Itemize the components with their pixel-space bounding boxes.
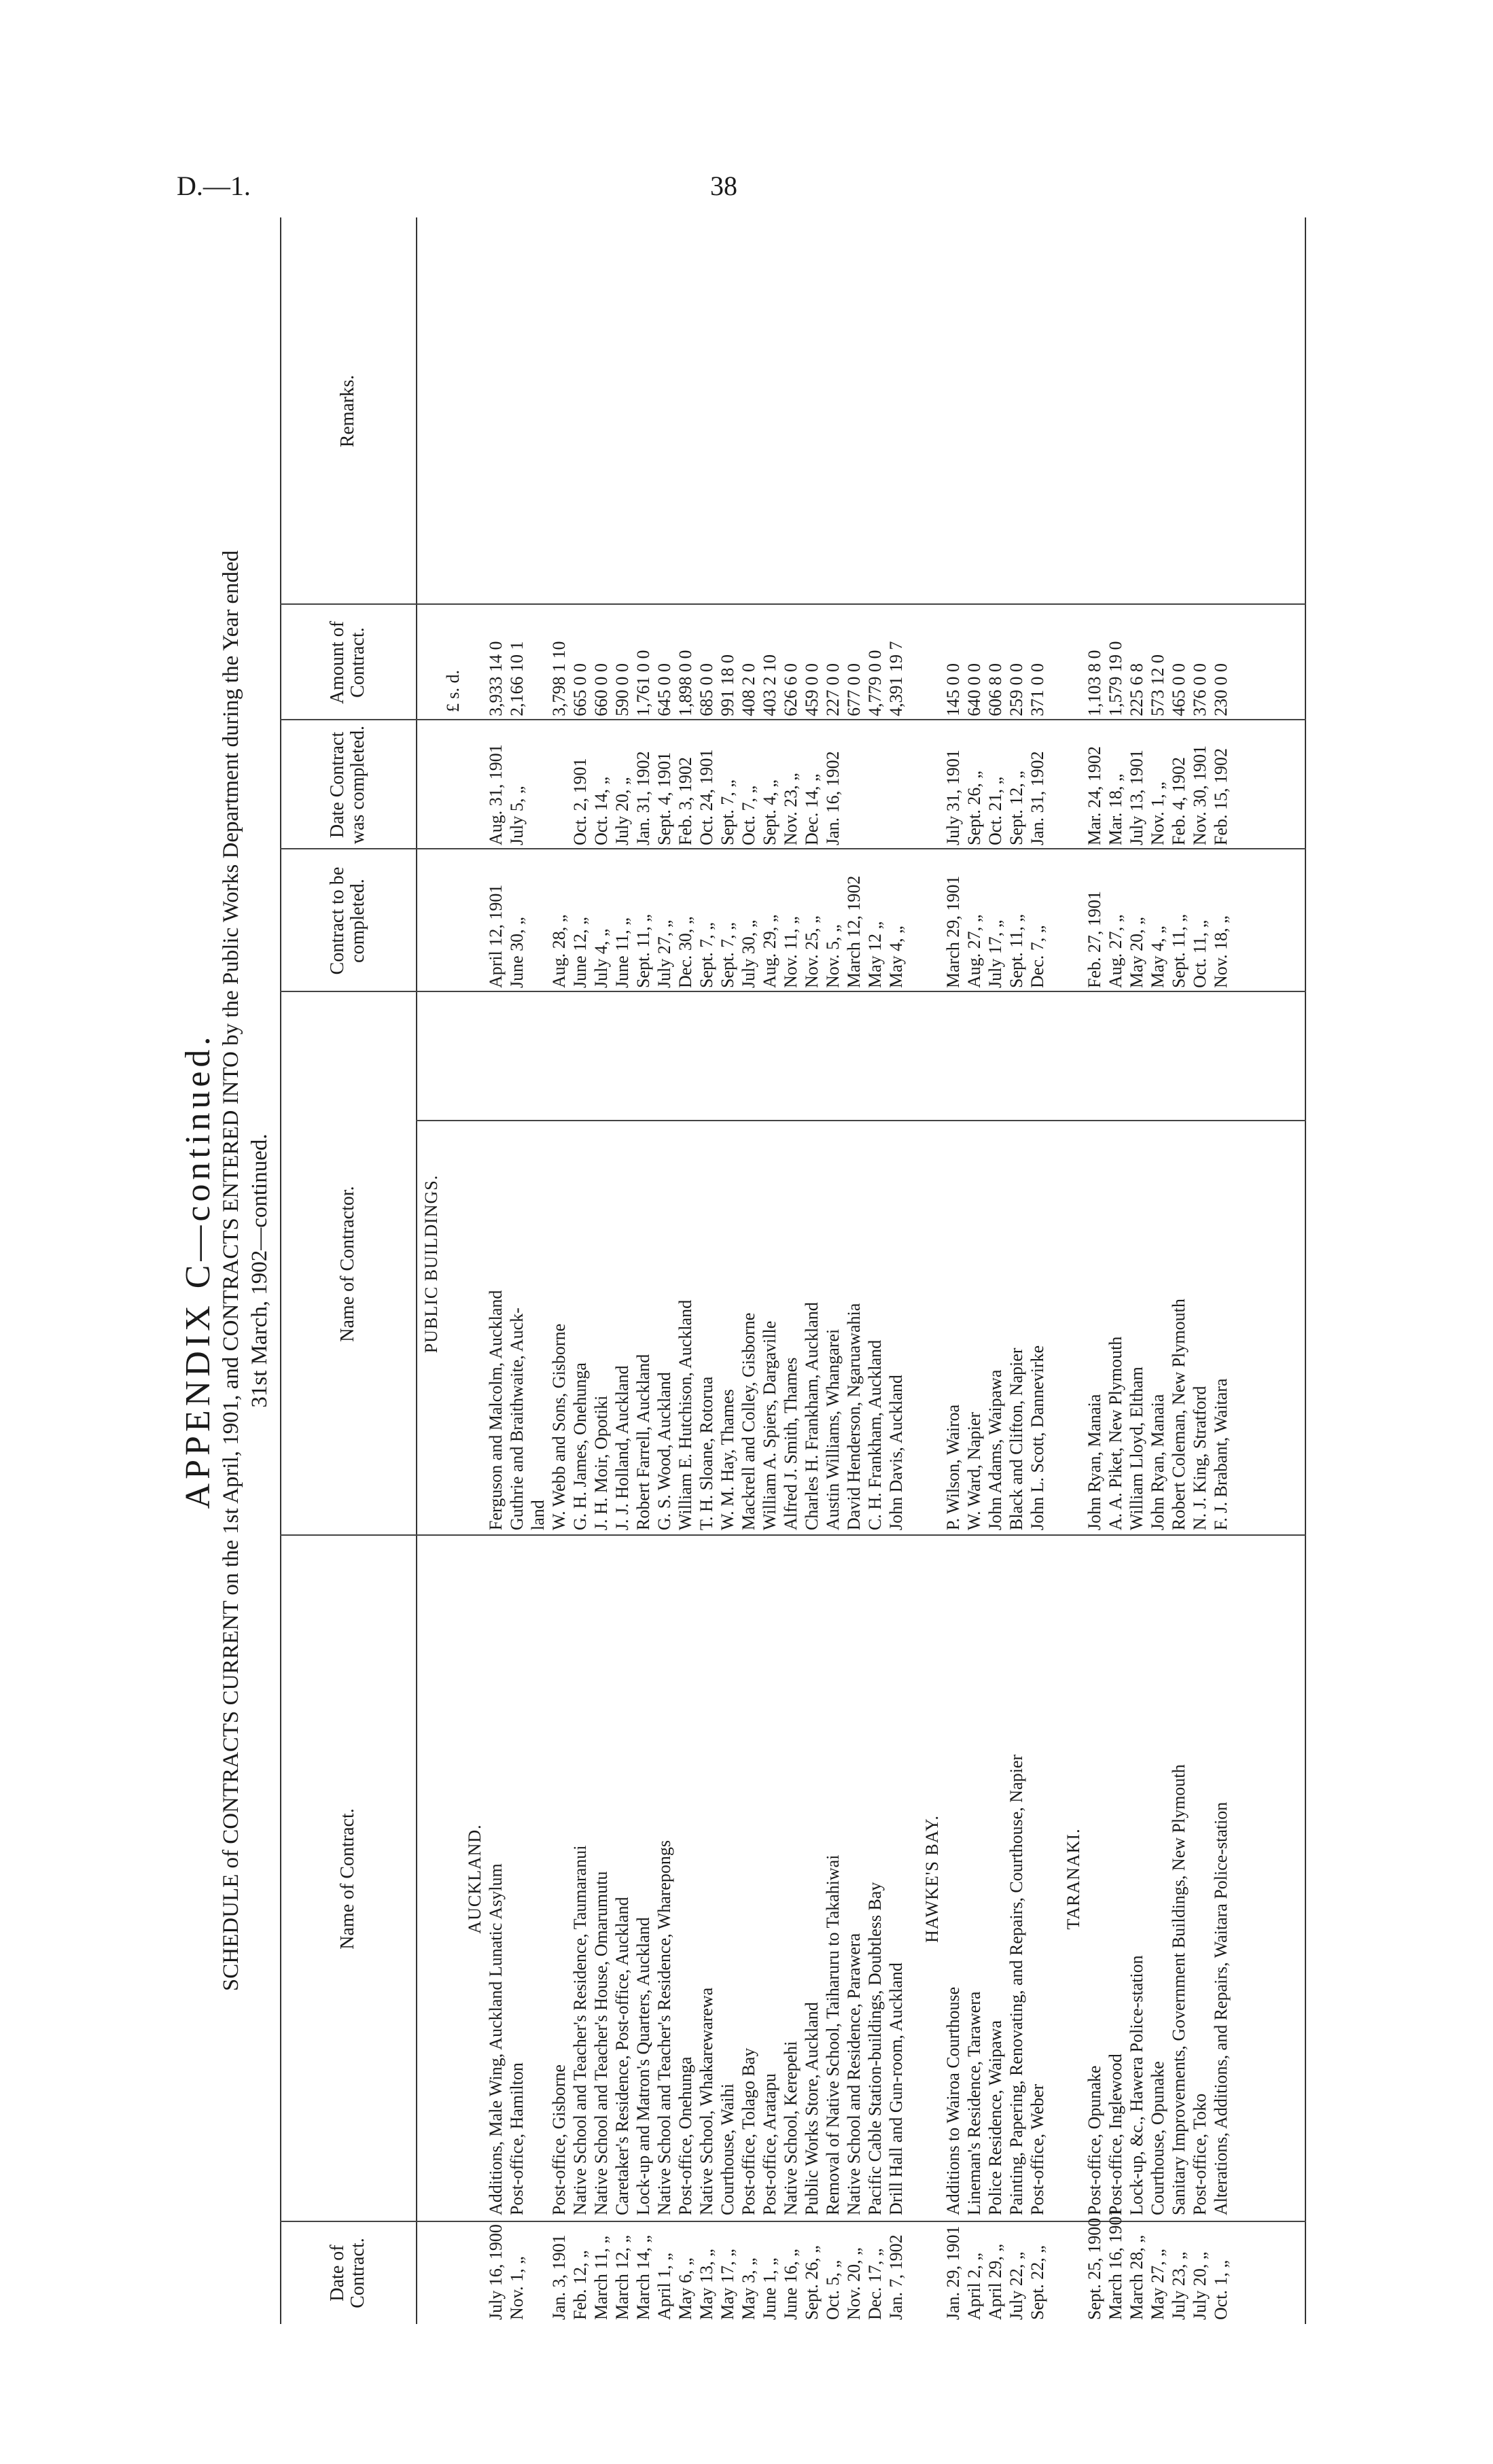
cell-date: April 29, „ [985,2244,1005,2320]
cell-contract: Native School and Teacher's Residence, Wharepongs [654,1840,674,2215]
cell-contractor: Robert Coleman, New Plymouth [1169,1299,1189,1530]
cell-contract: Sanitary Improvements, Government Buildings, New Plymouth [1169,1764,1189,2215]
cell-to-be: Feb. 27, 1901 [1085,891,1104,988]
cell-amount: 2,166 10 1 [507,641,527,716]
cell-to-be: Sept. 11, „ [1006,914,1026,988]
cell-completed: Dec. 14, „ [802,773,822,845]
cell-date: March 16, 1901 [1106,2207,1125,2320]
cell-contract: Post-office, Toko [1190,2093,1210,2215]
cell-contract: Alterations, Additions, and Repairs, Waitara Police-station [1211,1801,1231,2215]
cell-contract: Courthouse, Waihi [718,2083,737,2215]
region-heading: AUCKLAND. [465,1824,485,1934]
document-reference: D.—1. [177,171,251,201]
schedule-title-line1: SCHEDULE of CONTRACTS CURRENT on the 1st April, 1901, and CONTRACTS ENTERED INTO by the Public Works Department during the Year ended [219,550,243,1992]
cell-completed: Mar. 24, 1902 [1085,746,1104,845]
cell-contract: Post-office, Aratapu [760,2073,779,2215]
cell-contract: Police Residence, Waipawa [985,2020,1005,2215]
cell-completed: Sept. 7, „ [718,779,737,845]
cell-completed: Oct. 2, 1901 [570,758,590,845]
section-heading: PUBLIC BUILDINGS. [421,1174,441,1354]
cell-to-be: May 4, „ [1148,926,1167,988]
cell-to-be: March 29, 1901 [943,875,963,988]
cell-contractor: John Ryan, Manaia [1085,1394,1104,1530]
cell-contractor: W. M. Hay, Thames [718,1389,737,1530]
cell-date: July 22, „ [1006,2251,1026,2320]
cell-contractor: William A. Spiers, Dargaville [760,1320,779,1530]
cell-completed: Oct. 21, „ [985,776,1005,845]
cell-to-be: July 17, „ [985,919,1005,988]
cell-to-be: May 4, „ [886,926,906,988]
cell-contractor: Charles H. Frankham, Auckland [802,1302,822,1530]
col-contract-header: Name of Contract. [337,1808,358,1950]
cell-date: July 20, „ [1190,2251,1210,2320]
cell-amount: 3,798 1 10 [549,641,569,716]
cell-completed: Feb. 4, 1902 [1169,757,1189,845]
cell-amount: 1,761 0 0 [633,650,653,716]
cell-contract: Native School, Whakarewarewa [697,1987,716,2215]
cell-to-be: Dec. 30, „ [675,916,695,988]
cell-contract: Post-office, Gisborne [549,2064,569,2215]
cell-contractor: Mackrell and Colley, Gisborne [739,1312,758,1530]
cell-date: April 1, „ [654,2253,674,2320]
cell-amount: 1,898 0 0 [675,650,695,716]
cell-contractor: John Ryan, Manaia [1148,1394,1167,1530]
cell-contractor: David Henderson, Ngaruawahia [844,1303,864,1530]
cell-amount: 4,779 0 0 [865,650,885,716]
cell-date: Feb. 12, „ [570,2250,590,2320]
cell-completed: Sept. 12, „ [1006,771,1026,845]
cell-contractor: Black and Clifton, Napier [1006,1348,1026,1530]
cell-contractor: Austin Williams, Whangarei [823,1328,843,1530]
col-completed-header: Date Contract was completed. [327,725,368,845]
cell-to-be: July 30, „ [739,919,758,988]
cell-to-be: March 12, 1902 [844,875,864,988]
cell-contractor: J. H. Moir, Opotiki [591,1395,611,1530]
col-rule [280,848,1306,849]
cell-contract: Native School and Teacher's Residence, Taumaranui [570,1845,590,2215]
cell-to-be: Oct. 11, „ [1190,919,1210,988]
cell-contractor: G. H. James, Onehunga [570,1362,590,1530]
cell-contractor: John L. Scott, Dannevirke [1027,1345,1047,1530]
cell-date: Jan. 3, 1901 [549,2234,569,2320]
cell-contractor: C. H. Frankham, Auckland [865,1339,885,1530]
cell-amount: 1,103 8 0 [1085,650,1104,716]
cell-contract: Lock-up, &c., Hawera Police-station [1127,1955,1146,2215]
cell-contractor: Guthrie and Braithwaite, Auck- [507,1307,527,1530]
cell-amount: 465 0 0 [1169,663,1189,716]
cell-contractor: William E. Hutchison, Auckland [675,1299,695,1530]
cell-completed: Nov. 30, 1901 [1190,745,1210,845]
cell-completed: Jan. 31, 1902 [1027,751,1047,845]
cell-completed: Feb. 15, 1902 [1211,748,1231,845]
cell-contractor: T. H. Sloane, Rotorua [697,1376,716,1530]
cell-date: May 13, „ [697,2249,716,2320]
cell-to-be: Sept. 7, „ [718,922,737,988]
cell-date: July 23, „ [1169,2251,1189,2320]
cell-amount: 225 6 8 [1127,663,1146,716]
cell-date: July 16, 1900 [486,2224,506,2320]
cell-to-be: Sept. 11, „ [633,914,653,988]
cell-amount: 4,391 19 7 [886,641,906,716]
cell-date: Sept. 25, 1900 [1085,2217,1104,2320]
cell-to-be: May 20, „ [1127,917,1146,988]
cell-completed: Sept. 4, 1901 [654,752,674,845]
cell-contract: Painting, Papering, Renovating, and Repairs, Courthouse, Napier [1006,1754,1026,2215]
cell-completed: Oct. 24, 1901 [697,749,716,845]
cell-to-be: Nov. 25, „ [802,915,822,988]
cell-date: Sept. 26, „ [802,2245,822,2320]
cell-completed: Jan. 31, 1902 [633,751,653,845]
cell-completed: Feb. 3, 1902 [675,757,695,845]
cell-contract: Public Works Store, Auckland [802,2002,822,2215]
table-bottom-rule [1305,217,1306,2324]
col-rule [416,1120,1306,1121]
cell-contract: Lock-up and Matron's Quarters, Auckland [633,1917,653,2215]
cell-to-be: June 12, „ [570,917,590,988]
cell-completed: Jan. 16, 1902 [823,751,843,845]
col-contractor-header: Name of Contractor. [337,1186,358,1342]
cell-completed: Sept. 26, „ [964,771,984,845]
cell-contractor: N. J. King, Stratford [1190,1386,1210,1530]
cell-amount: 371 0 0 [1027,663,1047,716]
cell-to-be: May 12 „ [865,921,885,988]
cell-to-be: Aug. 29, „ [760,914,779,988]
cell-contract: Lineman's Residence, Tarawera [964,1991,984,2215]
appendix-title: APPENDIX C—continued. [179,1032,217,1509]
cell-amount: 1,579 19 0 [1106,641,1125,716]
region-heading: TARANAKI. [1064,1828,1083,1930]
cell-to-be: Dec. 7, „ [1027,925,1047,988]
cell-to-be: Nov. 5, „ [823,924,843,988]
cell-completed: Nov. 1, „ [1148,781,1167,845]
cell-amount: 685 0 0 [697,663,716,716]
cell-contractor: W. Webb and Sons, Gisborne [549,1323,569,1530]
cell-contract: Additions, Male Wing, Auckland Lunatic Asylum [486,1863,506,2215]
region-heading: HAWKE'S BAY. [922,1815,942,1943]
cell-completed: Sept. 4, „ [760,779,779,845]
cell-amount: 640 0 0 [964,663,984,716]
cell-completed: Aug. 31, 1901 [486,744,506,845]
cell-contractor: Robert Farrell, Auckland [633,1354,653,1530]
rotated-schedule [178,217,1306,2324]
cell-completed: July 5, „ [507,786,527,845]
cell-contractor: G. S. Wood, Auckland [654,1372,674,1530]
cell-contractor: W. Ward, Napier [964,1411,984,1530]
cell-completed: July 31, 1901 [943,750,963,845]
cell-amount: 459 0 0 [802,663,822,716]
cell-amount: 606 8 0 [985,663,1005,716]
cell-contract: Post-office, Inglewood [1106,2054,1125,2215]
cell-amount: 408 2 0 [739,663,758,716]
cell-contractor: J. J. Holland, Auckland [612,1365,632,1530]
cell-contract: Post-office, Tolago Bay [739,2047,758,2215]
cell-contract: Native School and Residence, Parawera [844,1933,864,2215]
col-remarks-header: Remarks. [337,374,358,448]
cell-to-be: Aug. 27, „ [1106,914,1125,988]
cell-date: Oct. 5, „ [823,2259,843,2320]
cell-contract: Additions to Wairoa Courthouse [943,1986,963,2215]
cell-date: March 28, „ [1127,2235,1146,2320]
cell-date: May 27, „ [1148,2249,1167,2320]
cell-contract: Native School and Teacher's House, Omarumutu [591,1871,611,2215]
cell-to-be: June 11, „ [612,917,632,988]
cell-date: Nov. 1, „ [507,2256,527,2320]
cell-contract: Removal of Native School, Taiharuru to Takahiwai [823,1854,843,2215]
col-rule [280,2221,1306,2222]
cell-amount: 991 18 0 [718,654,737,716]
cell-amount: 230 0 0 [1211,663,1231,716]
cell-amount: 626 6 0 [781,663,801,716]
cell-amount: 665 0 0 [570,663,590,716]
cell-to-be: April 12, 1901 [486,884,506,988]
cell-date: May 6, „ [675,2257,695,2320]
cell-amount: 145 0 0 [943,663,963,716]
cell-contractor: F. J. Brabant, Waitara [1211,1378,1231,1530]
cell-date: June 16, „ [781,2249,801,2320]
col-date-header: Date of Contract. [327,2238,368,2308]
cell-to-be: June 30, „ [507,917,527,988]
cell-amount: 259 0 0 [1006,663,1026,716]
cell-date: Oct. 1, „ [1211,2259,1231,2320]
cell-contractor: P. Wilson, Wairoa [943,1404,963,1530]
cell-date: March 12, „ [612,2235,632,2320]
cell-to-be: Aug. 28, „ [549,914,569,988]
col-amount-header: Amount of Contract. [327,620,368,705]
cell-contractor: land [528,1500,548,1530]
cell-to-be: Sept. 7, „ [697,922,716,988]
cell-to-be: July 27, „ [654,919,674,988]
cell-amount: 376 0 0 [1190,663,1210,716]
cell-completed: Mar. 18, „ [1106,773,1125,845]
cell-amount: 573 12 0 [1148,654,1167,716]
col-rule [280,719,1306,720]
cell-contract: Post-office, Weber [1027,2083,1047,2215]
cell-completed: July 20, „ [612,777,632,845]
cell-completed: Oct. 14, „ [591,776,611,845]
cell-contract: Post-office, Opunake [1085,2065,1104,2215]
cell-to-be: Nov. 11, „ [781,916,801,988]
cell-amount: 677 0 0 [844,663,864,716]
currency-header: £ s. d. [443,669,463,712]
cell-date: Nov. 20, „ [844,2247,864,2320]
cell-completed: Oct. 7, „ [739,785,758,845]
cell-date: May 17, „ [718,2249,737,2320]
cell-contract: Caretaker's Residence, Post-office, Auckland [612,1897,632,2215]
cell-to-be: Nov. 18, „ [1211,915,1231,988]
cell-contractor: John Davis, Auckland [886,1375,906,1530]
col-rule [280,603,1306,605]
cell-contract: Pacific Cable Station-buildings, Doubtless Bay [865,1882,885,2215]
cell-contractor: William Lloyd, Eltham [1127,1367,1146,1530]
cell-date: March 11, „ [591,2236,611,2320]
cell-contractor: Ferguson and Malcolm, Auckland [486,1290,506,1530]
cell-date: Jan. 29, 1901 [943,2225,963,2320]
cell-contractor: Alfred J. Smith, Thames [781,1357,801,1530]
cell-contract: Courthouse, Opunake [1148,2061,1167,2215]
cell-amount: 590 0 0 [612,663,632,716]
cell-contract: Drill Hall and Gun-room, Auckland [886,1963,906,2215]
cell-to-be: Aug. 27, „ [964,914,984,988]
cell-contract: Post-office, Hamilton [507,2062,527,2215]
cell-date: Sept. 22, „ [1027,2245,1047,2320]
cell-amount: 660 0 0 [591,663,611,716]
cell-completed: July 13, 1901 [1127,750,1146,845]
col-to-be-completed-header: Contract to be completed. [327,866,368,975]
cell-contractor: A. A. Piket, New Plymouth [1106,1336,1125,1530]
cell-date: June 1, „ [760,2257,779,2320]
table-header-rule [416,217,417,2324]
cell-contract: Native School, Kerepehi [781,2041,801,2215]
page-number: 38 [710,171,737,201]
cell-amount: 645 0 0 [654,663,674,716]
cell-to-be: Sept. 11, „ [1169,914,1189,988]
schedule-title-line2: 31st March, 1902—continued. [247,1133,272,1408]
cell-date: May 3, „ [739,2257,758,2320]
cell-contract: Post-office, Onehunga [675,2056,695,2215]
contracts-table [280,217,1306,2324]
cell-amount: 403 2 10 [760,654,779,716]
cell-contractor: John Adams, Waipawa [985,1369,1005,1530]
cell-date: April 2, „ [964,2253,984,2320]
cell-date: March 14, „ [633,2235,653,2320]
cell-completed: Nov. 23, „ [781,773,801,845]
cell-amount: 227 0 0 [823,663,843,716]
cell-amount: 3,933 14 0 [486,641,506,716]
cell-date: Dec. 17, „ [865,2248,885,2320]
cell-date: Jan. 7, 1902 [886,2234,906,2320]
cell-to-be: July 4, „ [591,928,611,988]
